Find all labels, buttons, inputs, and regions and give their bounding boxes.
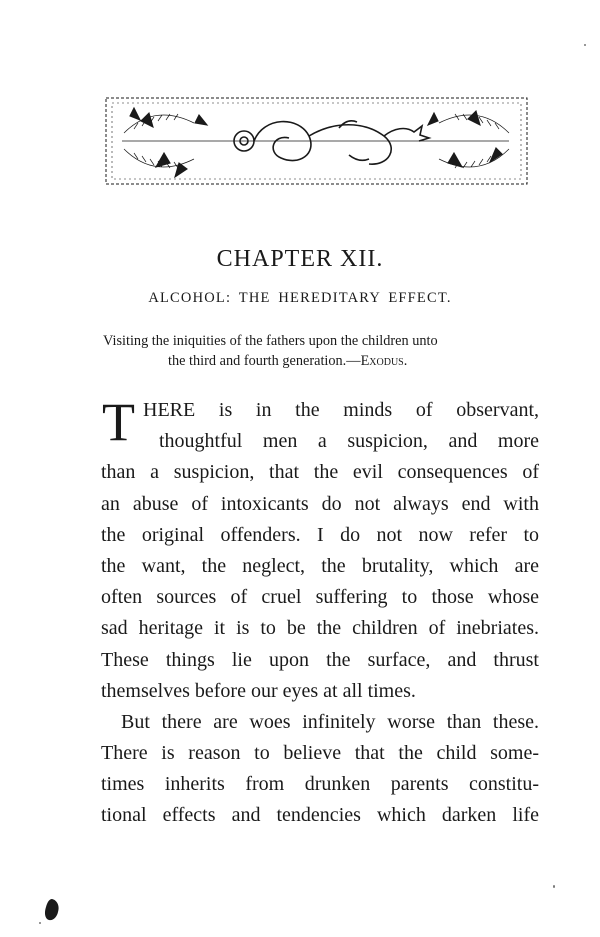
chapter-subtitle: ALCOHOL: THE HEREDITARY EFFECT. xyxy=(148,290,452,306)
decorative-headpiece-ornament xyxy=(104,93,529,189)
body-line-3: than a suspicion, that the evil consequences of xyxy=(101,461,539,484)
body-line-4: an abuse of intoxicants do not always end with xyxy=(101,492,539,515)
epigraph-source: Exodus. xyxy=(360,353,408,369)
body-line-9: These things lie upon the surface, and thrust xyxy=(101,648,539,671)
body-line-13: times inherits from drunken parents constitu- xyxy=(101,773,539,796)
paper-speck xyxy=(553,885,555,888)
epigraph-line-2 xyxy=(103,351,543,371)
ink-blot-mark xyxy=(43,898,61,922)
body-paragraphs xyxy=(101,392,539,832)
foliage-dragon-engraving xyxy=(104,93,529,189)
body-line-5: the original offenders. I do not now refer to xyxy=(101,523,539,546)
body-line-7: often sources of cruel suffering to those whose xyxy=(101,586,539,609)
body-line-11: But there are woes infinitely worse than these. xyxy=(121,710,539,733)
body-line-1: HERE is in the minds of observant, xyxy=(143,399,539,421)
body-line-8: sad heritage it is to be the children of inebriates. xyxy=(101,617,539,640)
chapter-heading: CHAPTER XII. xyxy=(216,246,384,272)
epigraph-text: the third and fourth generation.— xyxy=(168,353,361,369)
drop-capital: T xyxy=(102,392,135,452)
epigraph-line-1: Visiting the iniquities of the fathers upon the children unto xyxy=(103,333,438,349)
body-line-14: tional effects and tendencies which darken life xyxy=(101,804,539,827)
body-line-10: themselves before our eyes at all times. xyxy=(101,679,416,702)
body-line-2: thoughtful men a suspicion, and more xyxy=(159,430,539,453)
body-line-6: the want, the neglect, the brutality, which are xyxy=(101,554,539,577)
epigraph xyxy=(103,331,543,371)
paper-speck xyxy=(39,922,41,924)
paper-speck xyxy=(584,44,586,46)
body-line-12: There is reason to believe that the child some- xyxy=(101,742,539,765)
